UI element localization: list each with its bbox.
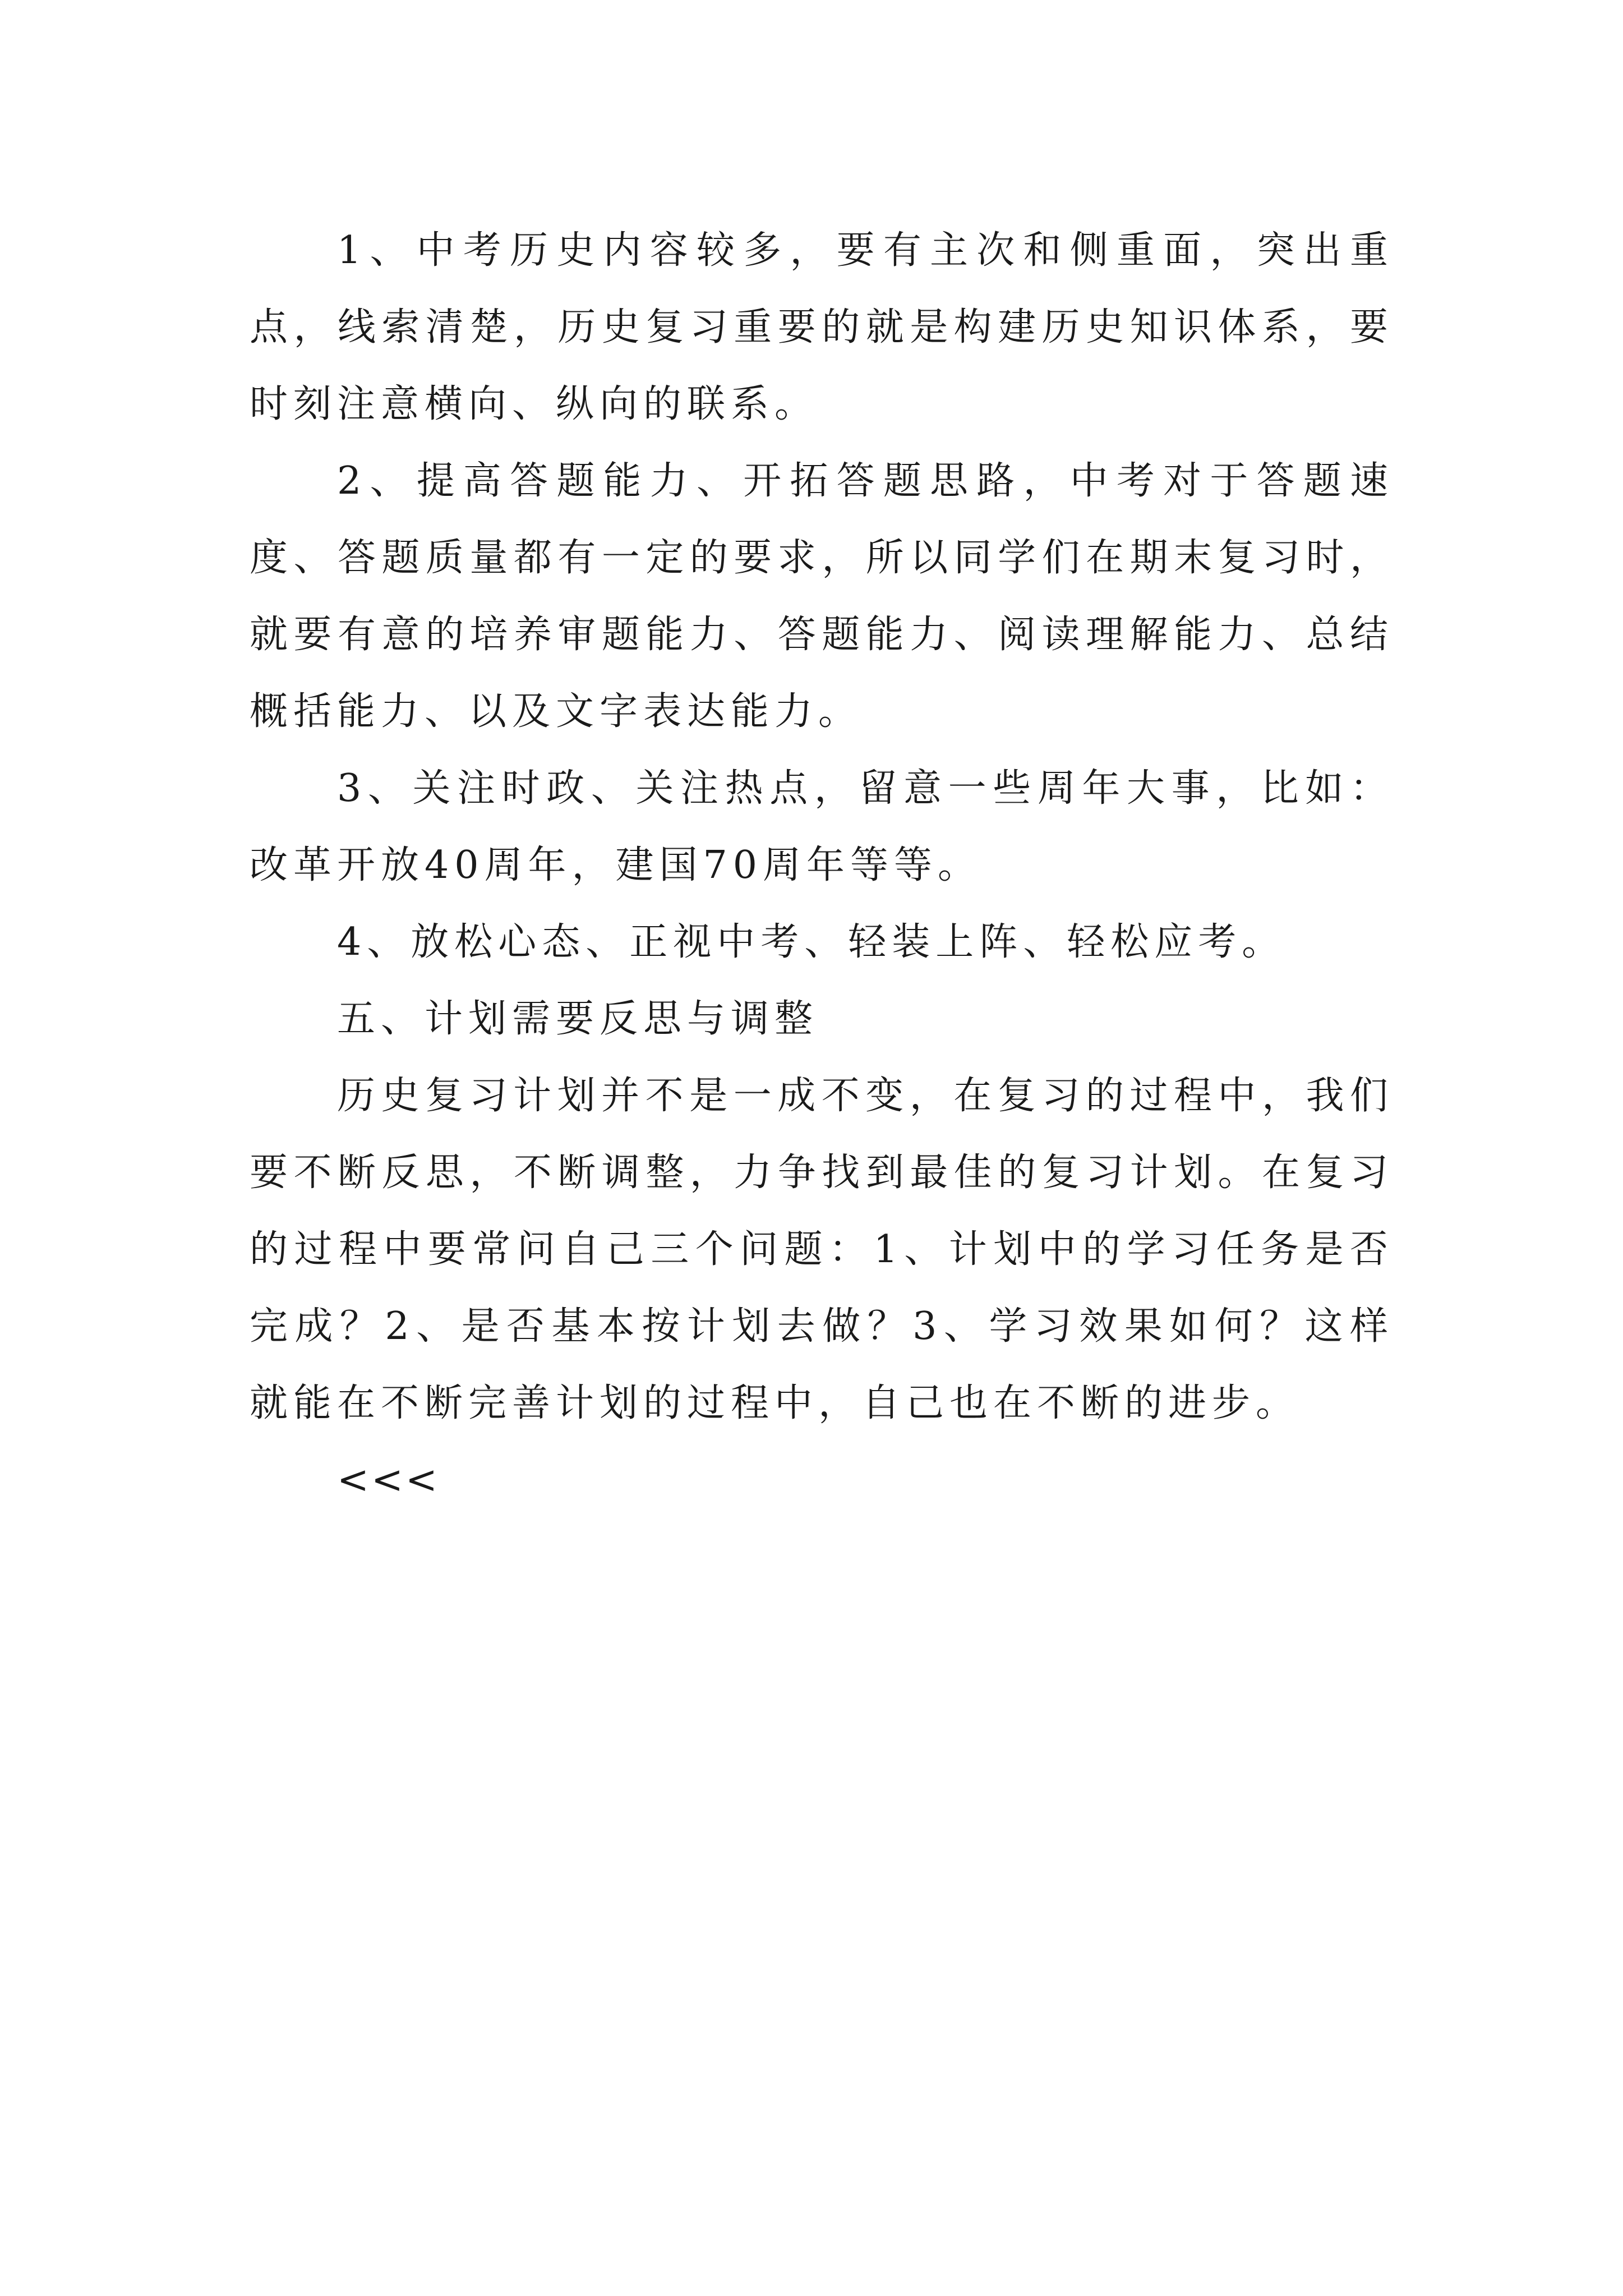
section-heading-reflection: 五、计划需要反思与调整	[337, 997, 819, 1041]
paragraph-answer-skills: 2、提高答题能力、开拓答题思路，中考对于答题速度、答题质量都有一定的要求，所以同学们在期末复习时，就要有意的培养审题能力、答题能力、阅读理解能力、总结概括能力、以及文字表达能力。	[250, 459, 1394, 734]
paragraph-reflection: 历史复习计划并不是一成不变，在复习的过程中，我们要不断反思，不断调整，力争找到最佳的复习计划。在复习的过程中要常问自己三个问题：1、计划中的学习任务是否完成？2、是否基本按计划去做？3、学习效果如何？这样就能在不断完善计划的过程中，自己也在不断的进步。	[250, 1074, 1394, 1425]
document-body	[250, 212, 1394, 1519]
paragraph-current-affairs: 3、关注时政、关注热点，留意一些周年大事，比如：改革开放40周年，建国70周年等等。	[250, 766, 1394, 887]
back-link[interactable]: <<<	[337, 1458, 440, 1502]
paragraph-mindset: 4、放松心态、正视中考、轻装上阵、轻松应考。	[337, 920, 1286, 964]
paragraph-review-focus: 1、中考历史内容较多，要有主次和侧重面，突出重点，线索清楚，历史复习重要的就是构建历史知识体系，要时刻注意横向、纵向的联系。	[250, 228, 1394, 426]
